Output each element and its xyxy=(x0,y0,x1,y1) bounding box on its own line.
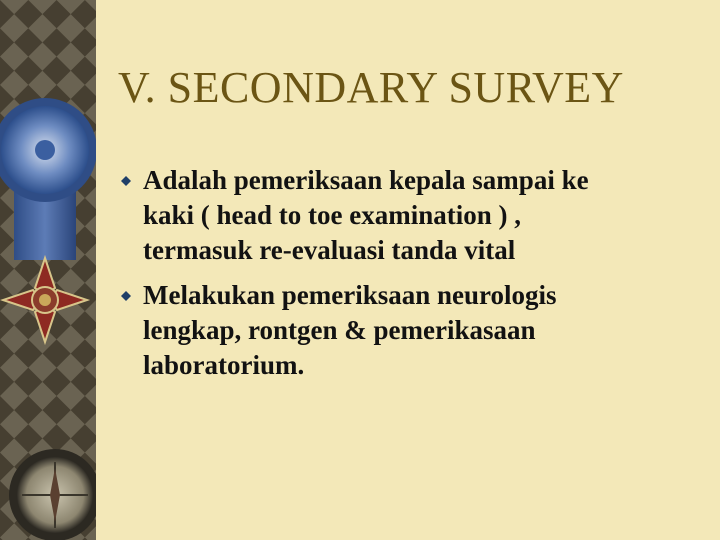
medal-photo-image xyxy=(0,0,96,540)
bullet-text: Melakukan pemeriksaan neurologis lengkap, rontgen & pemerikasaan laboratorium. xyxy=(143,280,557,380)
bullet-text: Adalah pemeriksaan kepala sampai ke kaki ( head to toe examination ) , termasuk re-evaluasi tanda vital xyxy=(143,165,589,265)
diamond-bullet-icon xyxy=(121,176,131,186)
bullet-list xyxy=(118,163,698,393)
diamond-bullet-icon xyxy=(121,291,131,301)
bullet-item xyxy=(118,278,698,383)
bullet-item xyxy=(118,163,698,268)
slide-title: V. SECONDARY SURVEY xyxy=(118,63,624,112)
